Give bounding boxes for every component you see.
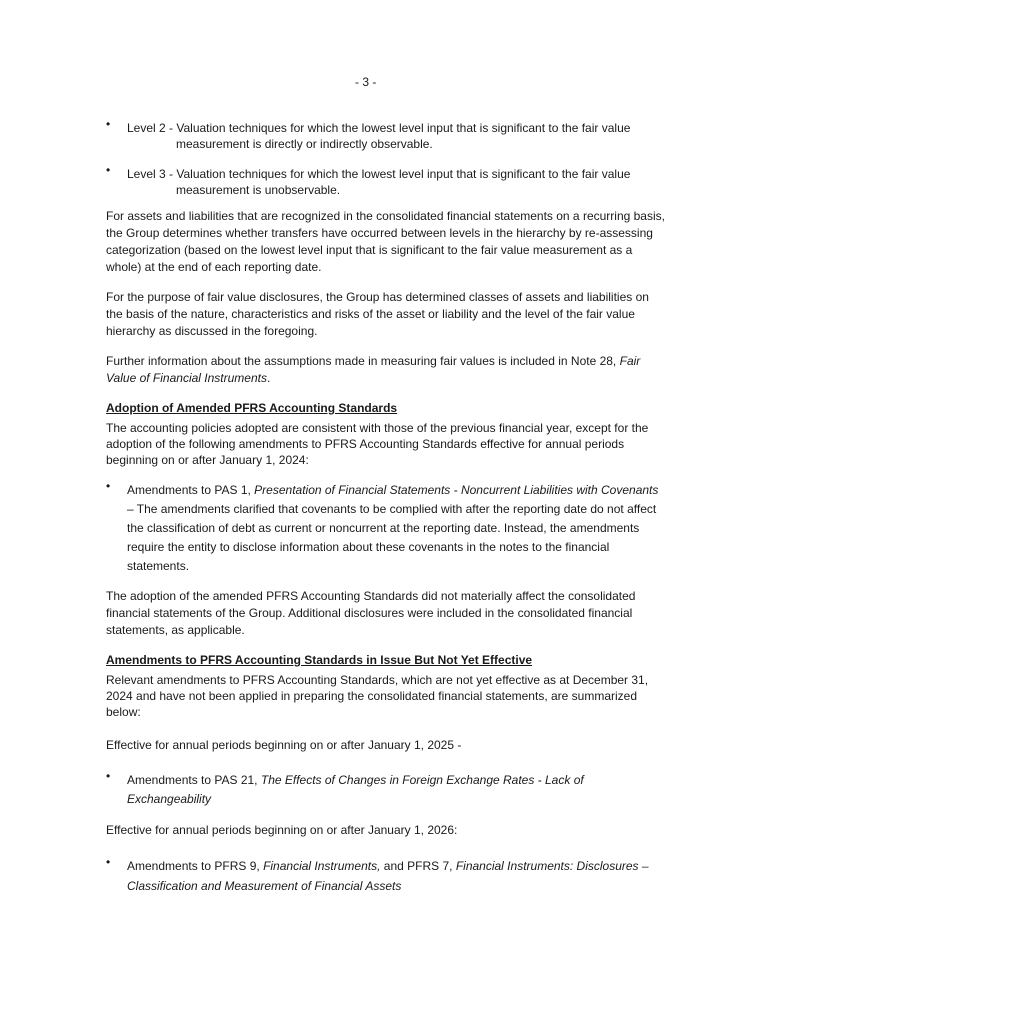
level-description: Valuation techniques for which the lowest level input that is significant to the fair value bbox=[176, 167, 631, 181]
amendment-title: The Effects of Changes in Foreign Exchange Rates - Lack of Exchangeability bbox=[127, 773, 584, 806]
document-body bbox=[106, 117, 666, 908]
level-label: Level 2 - bbox=[127, 121, 174, 135]
paragraph-fair-value-disclosures: For the purpose of fair value disclosures, the Group has determined classes of assets and liabilities on the basis of the nature, characteristics and risks of the asset or liability and the level of the fair value hierarchy as discussed in the foregoing. bbox=[106, 290, 649, 338]
paragraph-adoption-conclusion: The adoption of the amended PFRS Accounting Standards did not materially affect the consolidated financial statements of the Group. Additional disclosures were included in the consolidated financial statements, as applicable. bbox=[106, 589, 636, 637]
further-end: . bbox=[266, 371, 271, 385]
bullet-icon: • bbox=[106, 117, 111, 131]
amendment-description: – The amendments clarified that covenants to be complied with after the reporting date do not affect the classification of debt as current or noncurrent at the reporting date. Instead, the amendments require the entity to disclose information about these covenants in the notes to the financial statements. bbox=[127, 502, 657, 573]
page-number: - 3 - bbox=[355, 75, 377, 89]
paragraph-recurring-basis: For assets and liabilities that are recognized in the consolidated financial statements on a recurring basis, the Group determines whether transfers have occurred between levels in the hierarchy by re-assessing categorization (based on the lowest level input that is significant to the fair value measurement as a whole) at the end of each reporting date. bbox=[106, 209, 665, 274]
further-text: Further information about the assumptions made in measuring fair values is included in Note 28, bbox=[106, 354, 617, 368]
amendment-prefix: Amendments to PAS 21, bbox=[127, 773, 261, 787]
bullet-icon: • bbox=[106, 855, 111, 869]
amendment-connector: and PFRS 7, bbox=[380, 859, 456, 873]
paragraph-further-information bbox=[106, 353, 666, 387]
list-item-level-2 bbox=[106, 117, 666, 152]
paragraph-not-yet-effective-intro: Relevant amendments to PFRS Accounting Standards, which are not yet effective as at December 31, 2024 and have not been applied in preparing the consolidated financial statements, are summarized below: bbox=[106, 673, 649, 719]
amendment-title-pfrs-7: Financial Instruments: Disclosures – Classification and Measurement of Financial Assets bbox=[127, 859, 649, 893]
amendment-title: Presentation of Financial Statements - Noncurrent Liabilities with Covenants bbox=[254, 483, 659, 497]
amendment-title-pfrs-9: Financial Instruments, bbox=[263, 859, 381, 873]
level-description-continued: measurement is unobservable. bbox=[176, 183, 341, 197]
list-item-level-3 bbox=[106, 163, 666, 198]
level-description-continued: measurement is directly or indirectly observable. bbox=[176, 137, 433, 151]
paragraph-adoption-intro: The accounting policies adopted are consistent with those of the previous financial year, except for the adoption of the following amendments to PFRS Accounting Standards effective for annual periods beginning on or after January 1, 2024: bbox=[106, 421, 649, 467]
section-heading-not-yet-effective: Amendments to PFRS Accounting Standards in Issue But Not Yet Effective bbox=[106, 653, 533, 667]
level-description: Valuation techniques for which the lowest level input that is significant to the fair value bbox=[176, 121, 631, 135]
list-item-pas-1 bbox=[106, 481, 666, 576]
amendment-prefix: Amendments to PAS 1, bbox=[127, 483, 255, 497]
bullet-icon: • bbox=[106, 163, 111, 177]
effective-2026-label: Effective for annual periods beginning on or after January 1, 2026: bbox=[106, 823, 458, 837]
list-item-pas-21 bbox=[106, 771, 666, 809]
note-reference-title: Fair Value of Financial Instruments bbox=[106, 354, 641, 385]
section-heading-adoption: Adoption of Amended PFRS Accounting Standards bbox=[106, 401, 398, 415]
bullet-icon: • bbox=[106, 769, 111, 783]
amendment-prefix: Amendments to PFRS 9, bbox=[127, 859, 264, 873]
list-item-pfrs-9-7 bbox=[106, 856, 666, 896]
bullet-icon: • bbox=[106, 479, 111, 493]
level-label: Level 3 - bbox=[127, 167, 174, 181]
effective-2025-label: Effective for annual periods beginning on or after January 1, 2025 - bbox=[106, 738, 462, 752]
